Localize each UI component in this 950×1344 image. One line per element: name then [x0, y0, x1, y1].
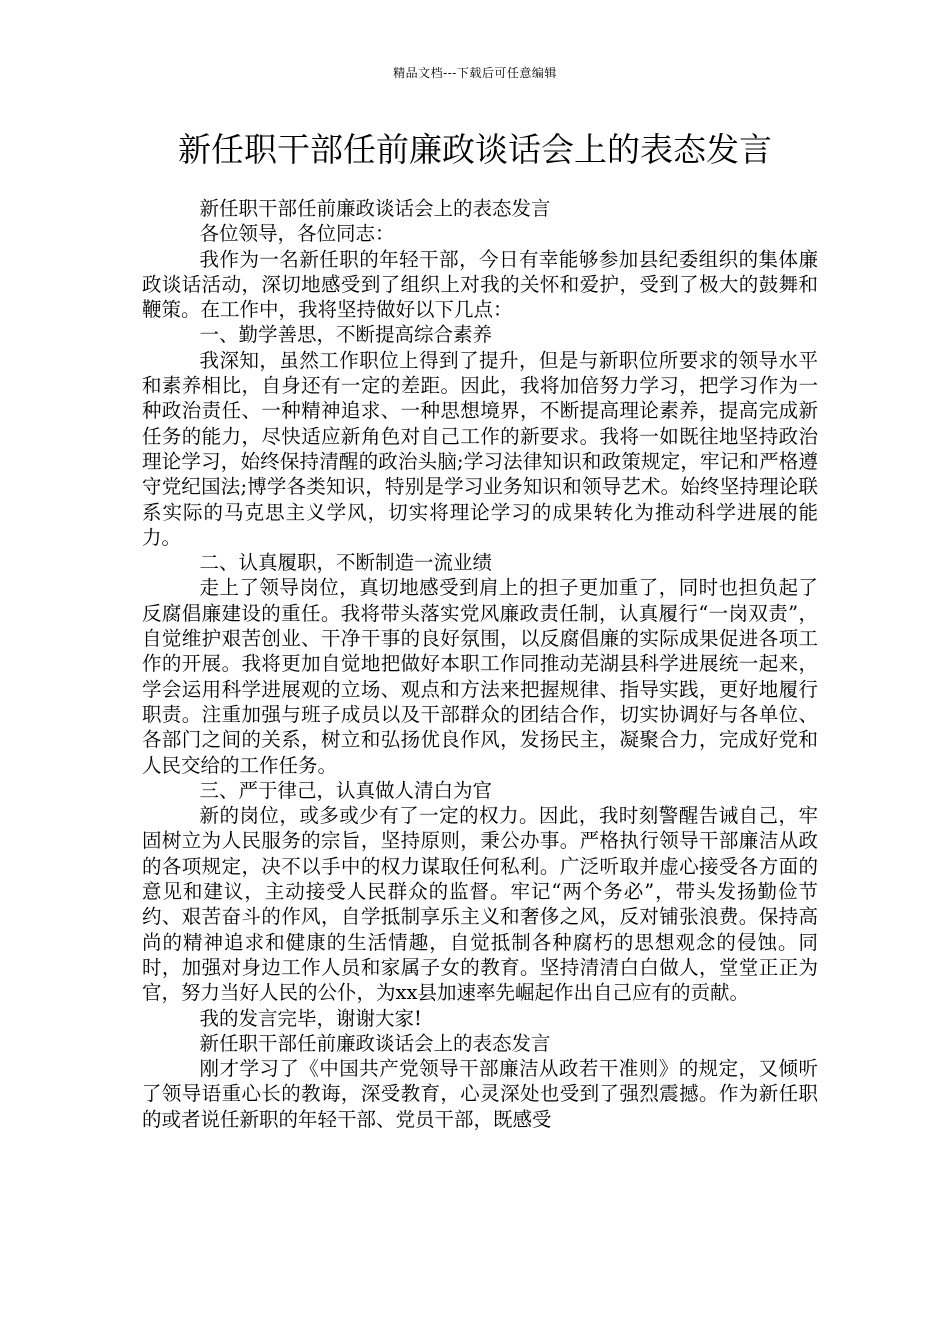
section-heading-3: 三、严于律己，认真做人清白为官 [199, 778, 493, 802]
paragraph-section-3: 新的岗位，或多或少有了一定的权力。因此，我时刻警醒告诫自己，牢固树立为人民服务的宗旨，坚持原则，秉公办事。严格执行领导干部廉洁从政的各项规定，决不以手中的权力谋取任何私利。广泛听取并虚心接受各方面的意见和建议，主动接受人民群众的监督。牢记“两个务必”，带头发扬勤俭节约、艰苦奋斗的作风，自学抵制享乐主义和奢侈之风，反对铺张浪费。保持高尚的精神追求和健康的生活情趣，自觉抵制各种腐朽的思想观念的侵蚀。同时，加强对身边工作人员和家属子女的教育。坚持清清白白做人，堂堂正正为官，努力当好人民的公仆，为xx县加速率先崛起作出自己应有的贡献。 [142, 804, 818, 1005]
paragraph-closing: 我的发言完毕，谢谢大家! [199, 1006, 422, 1030]
paragraph-section-2: 走上了领导岗位，真切地感受到肩上的担子更加重了，同时也担负起了反腐倡廉建设的重任。我将带头落实党风廉政责任制，认真履行“一岗双责”，自觉维护艰苦创业、干净干事的良好氛围，以反腐倡廉的实际成果促进各项工作的开展。我将更加自觉地把做好本职工作同推动芜湖县科学进展统一起来，学会运用科学进展观的立场、观点和方法来把握规律、指导实践，更好地履行职责。注重加强与班子成员以及干部群众的团结合作，切实协调好与各单位、各部门之间的关系，树立和弘扬优良作风，发扬民主，凝聚合力，完成好党和人民交给的工作任务。 [142, 576, 818, 777]
section-heading-1: 一、勤学善思，不断提高综合素养 [199, 323, 493, 347]
header-note: 精品文档---下载后可任意编辑 [393, 66, 557, 80]
paragraph-second-intro: 刚才学习了《中国共产党领导干部廉洁从政若干准则》的规定，又倾听了领导语重心长的教诲，深受教育，心灵深处也受到了强烈震撼。作为新任职的或者说任新职的年轻干部、党员干部，既感受 [142, 1057, 818, 1131]
section-heading-2: 二、认真履职，不断制造一流业绩 [199, 551, 493, 575]
paragraph-intro: 我作为一名新任职的年轻干部，今日有幸能够参加县纪委组织的集体廉政谈话活动，深切地感受到了组织上对我的关怀和爱护，受到了极大的鼓舞和鞭策。在工作中，我将坚持做好以下几点： [142, 247, 818, 322]
document-title: 新任职干部任前廉政谈话会上的表态发言 [178, 130, 772, 169]
paragraph-section-1: 我深知，虽然工作职位上得到了提升，但是与新职位所要求的领导水平和素养相比，自身还有一定的差距。因此，我将加倍努力学习，把学习作为一种政治责任、一种精神追求、一种思想境界，不断提高理论素养，提高完成新任务的能力，尽快适应新角色对自己工作的新要求。我将一如既往地坚持政治理论学习，始终保持清醒的政治头脑;学习法律知识和政策规定，牢记和严格遵守党纪国法;博学各类知识，特别是学习业务知识和领导艺术。始终坚持理论联系实际的马克思主义学风，切实将理论学习的成果转化为推动科学进展的能力。 [142, 348, 818, 549]
document-body [142, 196, 818, 1132]
paragraph-subtitle: 新任职干部任前廉政谈话会上的表态发言 [199, 197, 551, 220]
paragraph-salutation: 各位领导，各位同志： [199, 222, 395, 246]
paragraph-second-title: 新任职干部任前廉政谈话会上的表态发言 [199, 1031, 551, 1055]
